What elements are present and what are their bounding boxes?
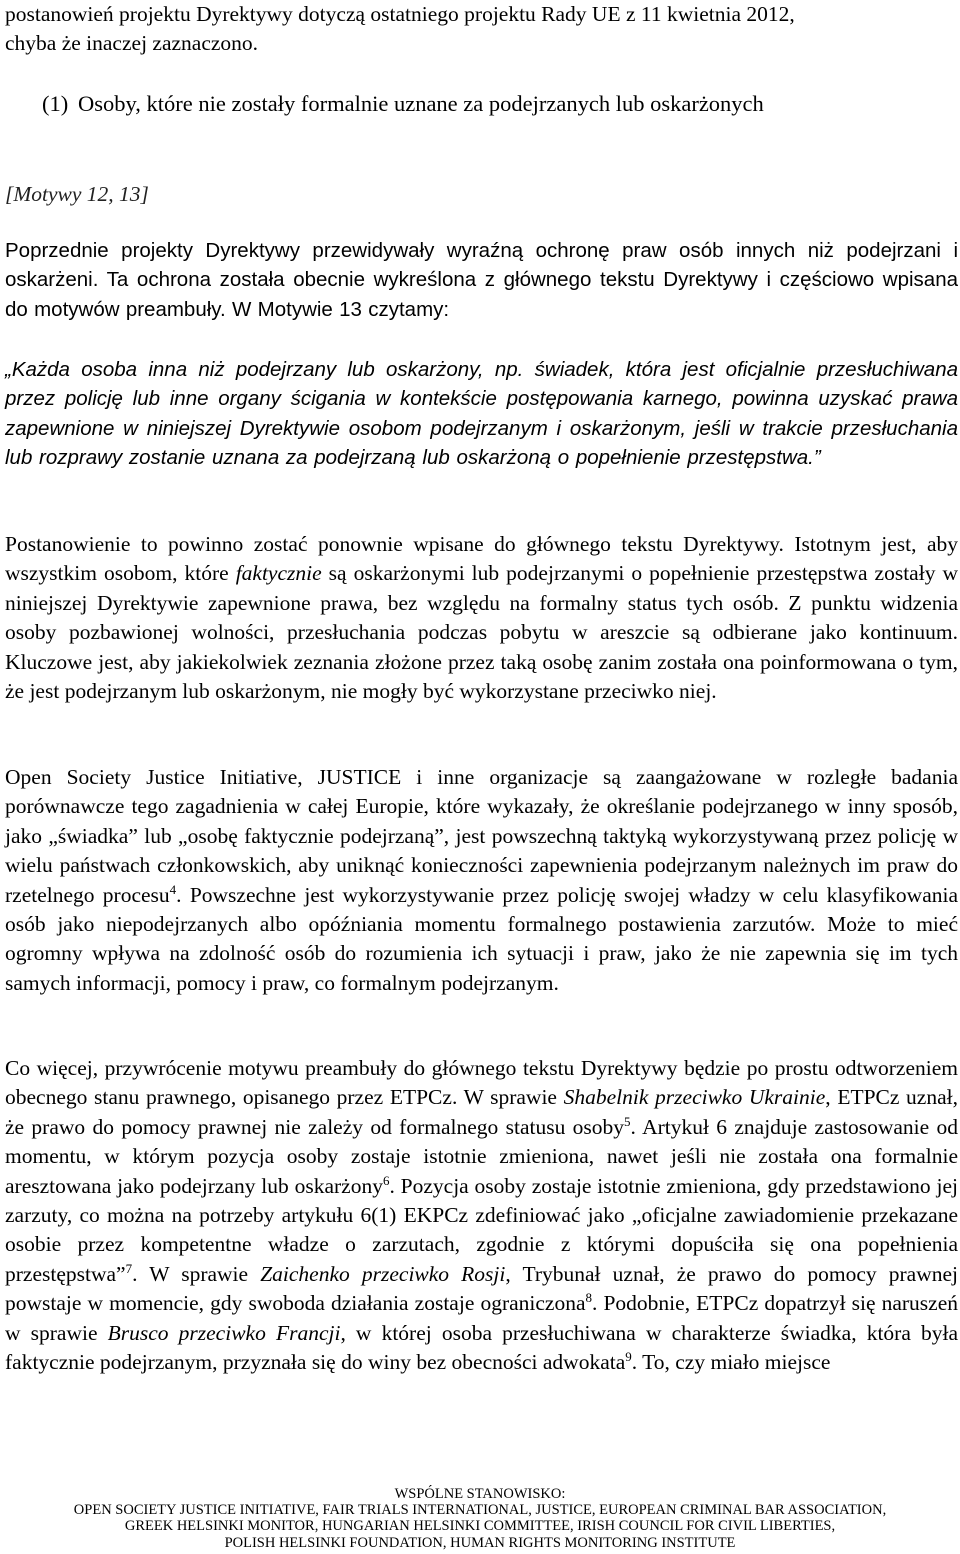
footer-line-3: GREEK HELSINKI MONITOR, HUNGARIAN HELSINKI COMMITTEE, IRISH COUNCIL FOR CIVIL LIBERTIES, bbox=[124, 1518, 836, 1535]
paragraph-3-part-1: Open Society Justice Initiative, JUSTICE i inne organizacje są zaangażowane w rozległe badania porównawcze tego zagadnienia w całej Europie, które wykazały, że określanie podejrzanego w inny sposób, jako „świadka” lub „osobę faktycznie podejrzaną”, jest powszechną taktyką wykorzystywaną przez policję w wielu państwach członkowskich, aby uniknąć konieczności zapewnienia podejrzanym należnych im praw do rzetelnego procesu bbox=[5, 765, 958, 907]
recital-quote: „Każda osoba inna niż podejrzany lub oskarżony, np. świadek, która jest oficjalnie przesłuchiwana przez policję lub inne organy ścigania w kontekście postępowania karnego, powinna uzyskać prawa zapewnione w niniejszej Dyrektywie osobom podejrzanym i oskarżonym, jeśli w trakcie przesłuchania lub rozprawy zostanie uznana za podejrzaną lub oskarżoną o popełnienie przestępstwa.” bbox=[5, 358, 958, 470]
case-brusco: Brusco przeciwko Francji bbox=[107, 1320, 341, 1345]
heading-number-cell: (1) bbox=[42, 88, 78, 119]
paragraph-4-part-2: , ETPCz uznał, że prawo do pomocy prawnej nie zależy od formalnego statusu osoby bbox=[5, 1085, 958, 1139]
footer-line-1: WSPÓLNE STANOWISKO: bbox=[394, 1486, 566, 1502]
paragraph-3-part-2: . Powszechne jest wykorzystywanie przez policję swojej władzy w celu klasyfikowania osób jako niepodejrzanych albo opóźniania momentu formalnego postawienia zarzutów. Może to mieć ogromny wpływa na zdolność osób do rozumienia ich sytuacji i praw, jako że nie zapewnia się im tych samych informacji, pomocy i praw, co formalnym podejrzanym. bbox=[5, 882, 959, 995]
footer-line-4: POLISH HELSINKI FOUNDATION, HUMAN RIGHTS MONITORING INSTITUTE bbox=[224, 1534, 736, 1551]
paragraph-4-part-8: , w której osoba przesłuchiwana w charakterze świadka, która była faktycznie podejrzanym, przyznała się do winy bez obecności adwokata bbox=[5, 1320, 958, 1375]
footnote-ref-4[interactable]: 4 bbox=[169, 881, 177, 897]
heading-title: Osoby, które nie zostały formalnie uznane za podejrzanych lub oskarżonych bbox=[78, 88, 958, 119]
case-shabelnik: Shabelnik przeciwko Ukrainie bbox=[563, 1085, 826, 1110]
footer-line-2: OPEN SOCIETY JUSTICE INITIATIVE, FAIR TRIALS INTERNATIONAL, JUSTICE, EUROPEAN CRIMINAL BAR ASSOCIATION, bbox=[73, 1502, 887, 1519]
paragraph-4-part-6: , Trybunał uznał, że prawo do pomocy prawnej powstaje w momencie, gdy swoboda działania zostaje ograniczona bbox=[5, 1261, 958, 1316]
paragraph-4 bbox=[5, 1054, 958, 1377]
paragraph-4-part-9: . To, czy miało miejsce bbox=[631, 1350, 831, 1375]
paragraph-4-part-3: . Artykuł 6 znajduje zastosowanie od momentu, w którym pozycja osoby zostaje istotnie zmieniona, nawet jeśli nie została ona formalnie aresztowana jako podejrzany lub oskarżony bbox=[5, 1114, 958, 1198]
case-zaichenko: Zaichenko przeciwko Rosji bbox=[260, 1261, 506, 1286]
heading-block bbox=[42, 88, 958, 119]
paragraph-4-part-4: . Pozycja osoby zostaje istotnie zmieniona, gdy przedstawiono jej zarzuty, co można na potrzeby artykułu 6(1) EKPCz zdefiniować jako „oficjalne zawiadomienie przekazane osobie przez kompetentne władze o zarzutach, zgodnie z którymi dopuściła się ona popełnienia przestępstwa” bbox=[5, 1173, 958, 1286]
paragraph-2 bbox=[5, 530, 958, 706]
paragraph-1: Poprzednie projekty Dyrektywy przewidywały wyraźną ochronę praw osób innych niż podejrzani i oskarżeni. Ta ochrona została obecnie wykreślona z głównego tekstu Dyrektywy i częściowo wpisana do motywów preambuły. W Motywie 13 czytamy: bbox=[5, 239, 958, 321]
paragraph-4-part-5: . W sprawie bbox=[132, 1261, 261, 1286]
paragraph-2-part-1: Postanowienie to powinno zostać ponownie wpisane do głównego tekstu Dyrektywy. Istotnym jest, aby wszystkim osobom, które bbox=[5, 532, 958, 586]
footnote-ref-5[interactable]: 5 bbox=[624, 1113, 631, 1129]
paragraph-2-part-2: są oskarżonymi lub podejrzanymi o popełnienie przestępstwa zostały w niniejszej Dyrektywie zapewnione prawa, bez względu na formalny status tych osób. Z punktu widzenia osoby pozbawionej wolności, przesłuchania podczas pobytu w areszcie są odbierane jako kontinuum. Kluczowe jest, aby jakiekolwiek zeznania złożone przez taką osobę zanim została ona poinformowana o tym, że jest podejrzanym lub oskarżonym, nie mogły być wykorzystane przeciwko niej. bbox=[5, 561, 958, 704]
paragraph-3 bbox=[5, 763, 958, 998]
paragraph-2-emphasis: faktycznie bbox=[235, 561, 322, 586]
footnote-ref-8[interactable]: 8 bbox=[585, 1290, 593, 1306]
page-footer bbox=[0, 1486, 960, 1551]
footnote-ref-7[interactable]: 7 bbox=[125, 1260, 133, 1276]
footnote-ref-6[interactable]: 6 bbox=[382, 1172, 390, 1188]
paragraph-4-part-7: . Podobnie, ETPCz dopatrzył się naruszeń w sprawie bbox=[5, 1291, 959, 1345]
intro-text bbox=[5, 0, 958, 59]
recitals-reference: [Motywy 12, 13] bbox=[5, 182, 149, 206]
intro-line-1: postanowień projektu Dyrektywy dotyczą ostatniego projektu Rady UE z 11 kwietnia 2012, bbox=[5, 2, 795, 26]
footnote-ref-9[interactable]: 9 bbox=[625, 1349, 632, 1365]
intro-line-2: chyba że inaczej zaznaczono. bbox=[5, 31, 259, 56]
paragraph-4-part-1: Co więcej, przywrócenie motywu preambuły do głównego tekstu Dyrektywy będzie po prostu odtworzeniem obecnego stanu prawnego, opisanego przez ETPCz. W sprawie bbox=[5, 1056, 958, 1110]
